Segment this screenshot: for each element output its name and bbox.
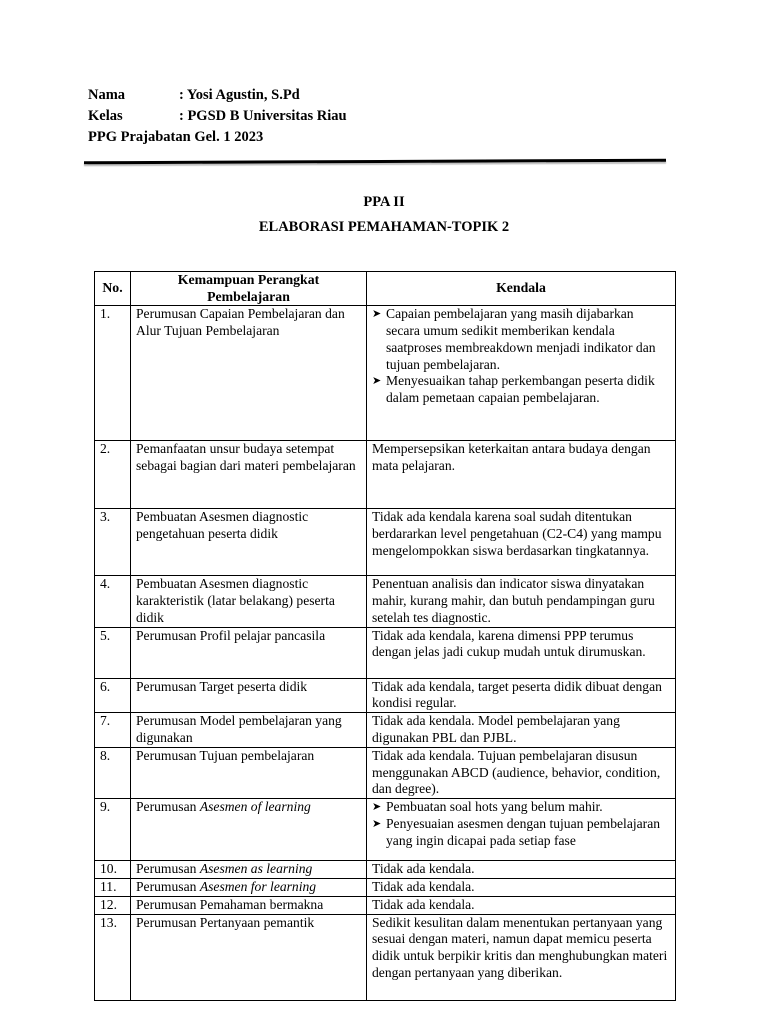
row-issue [367, 306, 676, 441]
row-issue: Sedikit kesulitan dalam menentukan pertanyaan yang sesuai dengan materi, namun dapat memicu peserta didik untuk berpikir kritis dan menghubungkan materi dengan pertanyaan yang diberikan. [367, 914, 676, 1000]
kendala-table [94, 271, 676, 1001]
bullet-text: Penyesuaian asesmen dengan tujuan pembelajaran yang ingin dicapai pada setiap fase [386, 815, 661, 848]
bullet-text: Pembuatan soal hots yang belum mahir. [386, 799, 603, 815]
row-number: 5. [95, 627, 131, 678]
row-number: 11. [95, 878, 131, 896]
arrow-bullet-icon: ➤ [372, 307, 382, 321]
row-issue: Tidak ada kendala. [367, 878, 676, 896]
row-skill: Pembuatan Asesmen diagnostic pengetahuan peserta didik [131, 509, 367, 576]
class-value: : PGSD B Universitas Riau [179, 108, 347, 124]
row-skill: Perumusan Target peserta didik [131, 678, 367, 713]
table-row [95, 914, 676, 1000]
table-row [95, 627, 676, 678]
row-skill: Pembuatan Asesmen diagnostic karakteristik (latar belakang) peserta didik [131, 576, 367, 627]
arrow-bullet-icon: ➤ [372, 800, 382, 814]
row-issue: Tidak ada kendala. Model pembelajaran yang digunakan PBL dan PJBL. [367, 713, 676, 748]
row-number: 2. [95, 441, 131, 509]
table-row [95, 306, 676, 441]
row-issue: Penentuan analisis dan indicator siswa dinyatakan mahir, kurang mahir, dan butuh pendampingan guru setelah tes diagnostic. [367, 576, 676, 627]
row-skill: Pemanfaatan unsur budaya setempat sebagai bagian dari materi pembelajaran [131, 441, 367, 509]
row-number: 7. [95, 713, 131, 748]
row-number: 9. [95, 799, 131, 861]
table-row [95, 441, 676, 509]
row-issue: Tidak ada kendala. [367, 861, 676, 879]
row-skill: Perumusan Pertanyaan pemantik [131, 914, 367, 1000]
row-issue: Tidak ada kendala karena soal sudah ditentukan berdararkan level pengetahuan (C2-C4) yang mampu mengelompokkan siswa berdasarkan tingkatannya. [367, 509, 676, 576]
row-number: 12. [95, 896, 131, 914]
row-number: 10. [95, 861, 131, 879]
skill-italic: Asesmen of learning [199, 799, 311, 815]
row-skill: Perumusan Capaian Pembelajaran dan Alur Tujuan Pembelajaran [131, 306, 367, 441]
header-no: No. [95, 272, 131, 306]
table-row [95, 747, 676, 798]
header-divider [84, 159, 666, 165]
row-skill [131, 799, 367, 861]
row-issue: Tidak ada kendala, target peserta didik dibuat dengan kondisi regular. [367, 678, 676, 713]
identity-block [88, 85, 508, 148]
table-row [95, 799, 676, 861]
row-number: 1. [95, 306, 131, 441]
program-row [88, 127, 508, 148]
row-skill: Perumusan Pemahaman bermakna [131, 896, 367, 914]
skill-prefix: Perumusan [136, 878, 200, 894]
bullet-text: Menyesuaikan tahap perkembangan peserta didik dalam pemetaan capaian pembelajaran. [386, 373, 655, 406]
table-row [95, 678, 676, 713]
row-skill: Perumusan Profil pelajar pancasila [131, 627, 367, 678]
row-issue: Tidak ada kendala. Tujuan pembelajaran disusun menggunakan ABCD (audience, behavior, condition, dan degree). [367, 747, 676, 798]
row-issue [367, 799, 676, 861]
class-label: Kelas [88, 108, 123, 124]
row-number: 4. [95, 576, 131, 627]
document-title: PPA II [363, 194, 405, 210]
bullet-item [372, 373, 670, 407]
row-number: 3. [95, 509, 131, 576]
row-issue: Tidak ada kendala. [367, 896, 676, 914]
row-issue: Mempersepsikan keterkaitan antara budaya dengan mata pelajaran. [367, 441, 676, 509]
document-subtitle: ELABORASI PEMAHAMAN-TOPIK 2 [258, 219, 510, 235]
row-number: 8. [95, 747, 131, 798]
skill-italic: Asesmen for learning [199, 878, 317, 894]
header-issue: Kendala [367, 272, 676, 306]
name-row [88, 85, 508, 106]
table-row [95, 878, 676, 896]
name-value: : Yosi Agustin, S.Pd [179, 87, 300, 103]
program-text: PPG Prajabatan Gel. 1 2023 [88, 129, 264, 145]
bullet-item [372, 799, 670, 816]
bullet-item [372, 306, 670, 373]
row-issue: Tidak ada kendala, karena dimensi PPP terumus dengan jelas jadi cukup mudah untuk dirumuskan. [367, 627, 676, 678]
skill-prefix: Perumusan [136, 799, 200, 815]
skill-prefix: Perumusan [136, 861, 200, 877]
table-row [95, 713, 676, 748]
row-number: 6. [95, 678, 131, 713]
arrow-bullet-icon: ➤ [372, 374, 382, 388]
bullet-text: Capaian pembelajaran yang masih dijabarkan secara umum sedikit memberikan kendala saatproses membreakdown menjadi indikator dan tujuan pembelajaran. [386, 306, 656, 372]
row-skill: Perumusan Model pembelajaran yang digunakan [131, 713, 367, 748]
table-row [95, 896, 676, 914]
row-skill [131, 878, 367, 896]
skill-italic: Asesmen as learning [199, 861, 313, 877]
header-skill: Kemampuan Perangkat Pembelajaran [131, 272, 367, 306]
issue-bullet-list [372, 799, 670, 849]
table-row [95, 861, 676, 879]
class-row [88, 106, 508, 127]
row-number: 13. [95, 914, 131, 1000]
row-skill [131, 861, 367, 879]
issue-bullet-list [372, 306, 670, 407]
table-row [95, 576, 676, 627]
bullet-item [372, 816, 670, 850]
table-row [95, 509, 676, 576]
name-label: Nama [88, 87, 126, 103]
table-header-row [95, 272, 676, 306]
arrow-bullet-icon: ➤ [372, 816, 382, 830]
row-skill: Perumusan Tujuan pembelajaran [131, 747, 367, 798]
